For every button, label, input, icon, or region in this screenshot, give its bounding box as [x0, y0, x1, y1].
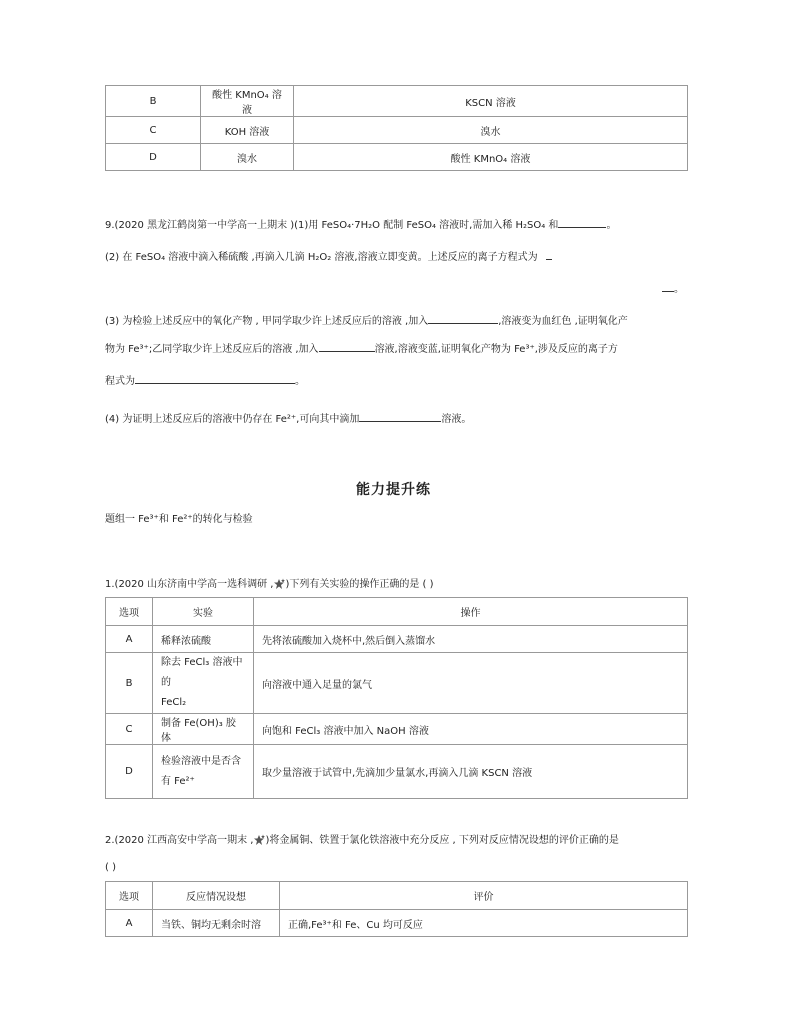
table-row: [106, 117, 688, 144]
top-options-table: [105, 85, 688, 171]
q9-line-6: (4) 为证明上述反应后的溶液中仍存在 Fe²⁺,可向其中滴加 溶液。: [105, 411, 471, 427]
q2-table: [105, 881, 688, 937]
table-row: [106, 653, 688, 714]
header-cell: 反应情况设想: [153, 882, 280, 910]
answer-blank[interactable]: [546, 249, 552, 260]
experiment-cell: 除去 FeCl₃ 溶液中的 FeCl₂: [153, 653, 254, 714]
answer-blank[interactable]: [558, 217, 606, 228]
table-row: [106, 714, 688, 745]
difficulty-star-icon: [273, 578, 285, 590]
group-title: 题组一 Fe³⁺和 Fe²⁺的转化与检验: [105, 514, 253, 525]
answer-blank[interactable]: [319, 341, 375, 352]
case-cell: 当铁、铜均无剩余时溶: [153, 910, 280, 937]
operation-cell: 向饱和 FeCl₃ 溶液中加入 NaOH 溶液: [254, 714, 688, 745]
experiment-cell: 制备 Fe(OH)₃ 胶体: [153, 714, 254, 745]
table-row: [106, 910, 688, 937]
header-cell: 实验: [153, 598, 254, 626]
table-row: [106, 626, 688, 653]
experiment-cell: 检验溶液中是否含 有 Fe²⁺: [153, 745, 254, 799]
q2-stem-blank: ( ): [105, 862, 116, 873]
option-cell: B: [106, 653, 153, 714]
option-cell: C: [106, 117, 201, 144]
operation-cell: 取少量溶液于试管中,先滴加少量氯水,再滴入几滴 KSCN 溶液: [254, 745, 688, 799]
q1-table: [105, 597, 688, 799]
answer-blank[interactable]: [428, 313, 498, 324]
answer-blank[interactable]: [135, 373, 295, 384]
operation-cell: 先将浓硫酸加入烧杯中,然后倒入蒸馏水: [254, 626, 688, 653]
header-cell: 评价: [280, 882, 688, 910]
table-row: [106, 144, 688, 171]
reagent-b-cell: KSCN 溶液: [294, 86, 688, 117]
table-row: [106, 745, 688, 799]
q9-line-4: 物为 Fe³⁺;乙同学取少许上述反应后的溶液 ,加入 溶液,溶液变蓝,证明氧化产物为 Fe³⁺,涉及反应的离子方: [105, 341, 618, 357]
experiment-cell: 稀释浓硫酸: [153, 626, 254, 653]
header-cell: 选项: [106, 598, 153, 626]
option-cell: B: [106, 86, 201, 117]
evaluation-cell: 正确,Fe³⁺和 Fe、Cu 均可反应: [280, 910, 688, 937]
header-cell: 操作: [254, 598, 688, 626]
difficulty-star-icon: [253, 834, 265, 846]
q1-stem: 1.(2020 山东济南中学高一选科调研 , )下列有关实验的操作正确的是 ( ): [105, 579, 434, 590]
answer-blank[interactable]: [359, 411, 441, 422]
reagent-a-cell: KOH 溶液: [201, 117, 294, 144]
reagent-a-cell: 酸性 KMnO₄ 溶液: [201, 86, 294, 117]
q2-stem: 2.(2020 江西高安中学高一期末 , )将金属铜、铁置于氯化铁溶液中充分反应 , 下列对反应情况设想的评价正确的是: [105, 835, 619, 846]
answer-blank[interactable]: [662, 281, 674, 292]
table-header-row: [106, 598, 688, 626]
q9-line-5: 程式为 。: [105, 373, 305, 389]
option-cell: A: [106, 626, 153, 653]
table-header-row: [106, 882, 688, 910]
q9-line-2-end: 。: [662, 281, 684, 297]
option-cell: D: [106, 745, 153, 799]
option-cell: C: [106, 714, 153, 745]
option-cell: A: [106, 910, 153, 937]
q9-line-3: (3) 为检验上述反应中的氧化产物 , 甲同学取少许上述反应后的溶液 ,加入 ,溶液变为血红色 ,证明氧化产: [105, 313, 628, 329]
section-title: 能力提升练: [356, 482, 431, 498]
table-row: [106, 86, 688, 117]
operation-cell: 向溶液中通入足量的氯气: [254, 653, 688, 714]
header-cell: 选项: [106, 882, 153, 910]
reagent-b-cell: 溴水: [294, 117, 688, 144]
option-cell: D: [106, 144, 201, 171]
q9-line-1: 9.(2020 黑龙江鹤岗第一中学高一上期末 )(1)用 FeSO₄·7H₂O 配制 FeSO₄ 溶液时,需加入稀 H₂SO₄ 和 。: [105, 217, 616, 233]
reagent-a-cell: 溴水: [201, 144, 294, 171]
reagent-b-cell: 酸性 KMnO₄ 溶液: [294, 144, 688, 171]
q9-line-2: (2) 在 FeSO₄ 溶液中滴入稀硫酸 ,再滴入几滴 H₂O₂ 溶液,溶液立即变黄。上述反应的离子方程式为: [105, 249, 552, 265]
